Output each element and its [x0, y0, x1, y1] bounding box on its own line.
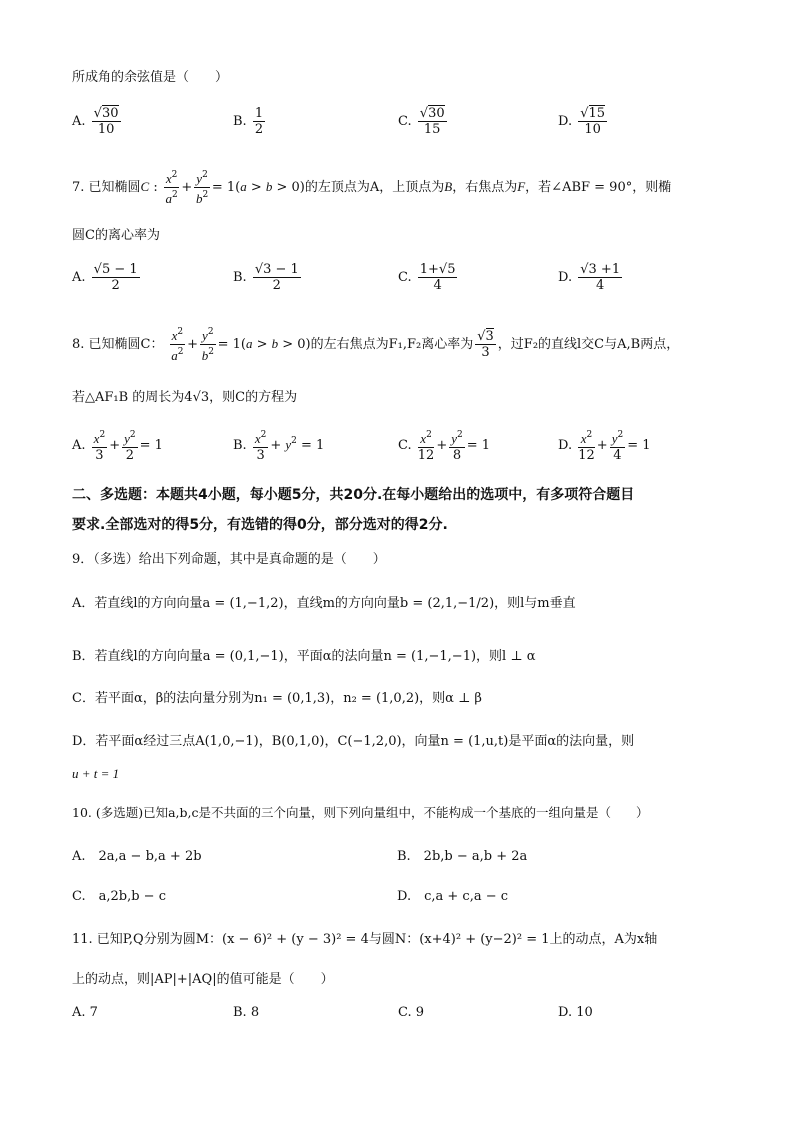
q9-stem: 9．（多选）给出下列命题，其中是真命题的是（ ）	[72, 552, 386, 567]
q9-option-d[interactable]: D．若平面α经过三点A(1,0,−1)，B(0,1,0)，C(−1,2,0)，向量n = (1,u,t)是平面α的法向量，则	[72, 734, 635, 749]
section2-heading-line1: 二、多选题：本题共4小题，每小题5分，共20分.在每小题给出的选项中，有多项符合题目	[72, 487, 635, 503]
q10-stem: 10. (多选题)已知a,b,c是不共面的三个向量，则下列向量组中，不能构成一个基底的一组向量是（ ）	[72, 805, 649, 820]
q8-stem: 8. 已知椭圆C： $\frac{x^2}{a^2}$ + $\frac{y^2}{b^2}$ = 1(a > b > 0)的左右焦点为F₁,F₂离心率为 $\frac{√3}{3}$ ，过F₂的直线l交C与A,B两点，	[72, 327, 680, 363]
q11-option-c[interactable]: C. 9	[398, 1005, 425, 1020]
q6-option-a[interactable]: A. $\frac{√30}{10}$	[72, 106, 119, 137]
q7-stem-line2: 圆C的离心率为	[72, 228, 160, 243]
q10-option-c[interactable]: C. a,2b,b − c	[72, 889, 166, 904]
q7-option-c[interactable]: C. $\frac{1+√5}{4}$	[398, 262, 456, 293]
q11-option-b[interactable]: B. 8	[233, 1005, 260, 1020]
q10-option-b[interactable]: B. 2b,b − a,b + 2a	[397, 849, 528, 864]
q7-stem: 7. 已知椭圆C : $\frac{x^2}{a^2}$ + $\frac{y^2}{b^2}$ = 1(a > b > 0)的左顶点为A，上顶点为B，右焦点为F，若∠ABF = 90°，则椭	[72, 170, 672, 206]
section2-heading-line2: 要求.全部选对的得5分，有选错的得0分，部分选对的得2分.	[72, 517, 448, 533]
q9-option-a[interactable]: A．若直线l的方向向量a = (1,−1,2)，直线m的方向向量b = (2,1,−1/2)，则l与m垂直	[72, 596, 576, 611]
q11-stem-line2: 上的动点，则|AP|+|AQ|的值可能是（ ）	[72, 972, 334, 987]
q8-option-a[interactable]: A. $\frac{x^2}{3}$ + $\frac{y^2}{2}$ = 1	[72, 430, 163, 463]
q10-option-d[interactable]: D. c,a + c,a − c	[397, 889, 509, 904]
q8-option-d[interactable]: D. $\frac{x^2}{12}$ + $\frac{y^2}{4}$ = 1	[558, 430, 651, 463]
q9-option-d-line2: u + t = 1	[72, 766, 120, 781]
q6-stem-tail: 所成角的余弦值是（ ）	[72, 70, 229, 85]
q8-stem-line2: 若△AF₁B 的周长为4√3，则C的方程为	[72, 390, 298, 405]
q6-option-b[interactable]: B. $\frac{1}{2}$	[233, 106, 264, 137]
q9-option-b[interactable]: B．若直线l的方向向量a = (0,1,−1)，平面α的法向量n = (1,−1,−1)，则l ⊥ α	[72, 649, 536, 664]
q6-option-c[interactable]: C. $\frac{√30}{15}$	[398, 106, 445, 137]
q11-option-d[interactable]: D. 10	[558, 1005, 593, 1020]
q11-option-a[interactable]: A. 7	[72, 1005, 98, 1020]
q6-option-d[interactable]: D. $\frac{√15}{10}$	[558, 106, 606, 137]
q9-option-c[interactable]: C．若平面α，β的法向量分别为n₁ = (0,1,3)，n₂ = (1,0,2)，则α ⊥ β	[72, 691, 482, 706]
q8-option-b[interactable]: B. $\frac{x^2}{3}$ + $y^2 = 1$	[233, 430, 325, 463]
q7-option-d[interactable]: D. $\frac{√3 +1}{4}$	[558, 262, 621, 293]
q10-option-a[interactable]: A. 2a,a − b,a + 2b	[72, 849, 202, 864]
q8-option-c[interactable]: C. $\frac{x^2}{12}$ + $\frac{y^2}{8}$ = 1	[398, 430, 491, 463]
q7-option-b[interactable]: B. $\frac{√3 - 1}{2}$	[233, 262, 299, 293]
q11-stem: 11. 已知P,Q分别为圆M：(x − 6)² + (y − 3)² = 4与圆N：(x+4)² + (y−2)² = 1上的动点，A为x轴	[72, 932, 658, 947]
q7-option-a[interactable]: A. $\frac{√5 - 1}{2}$	[72, 262, 138, 293]
